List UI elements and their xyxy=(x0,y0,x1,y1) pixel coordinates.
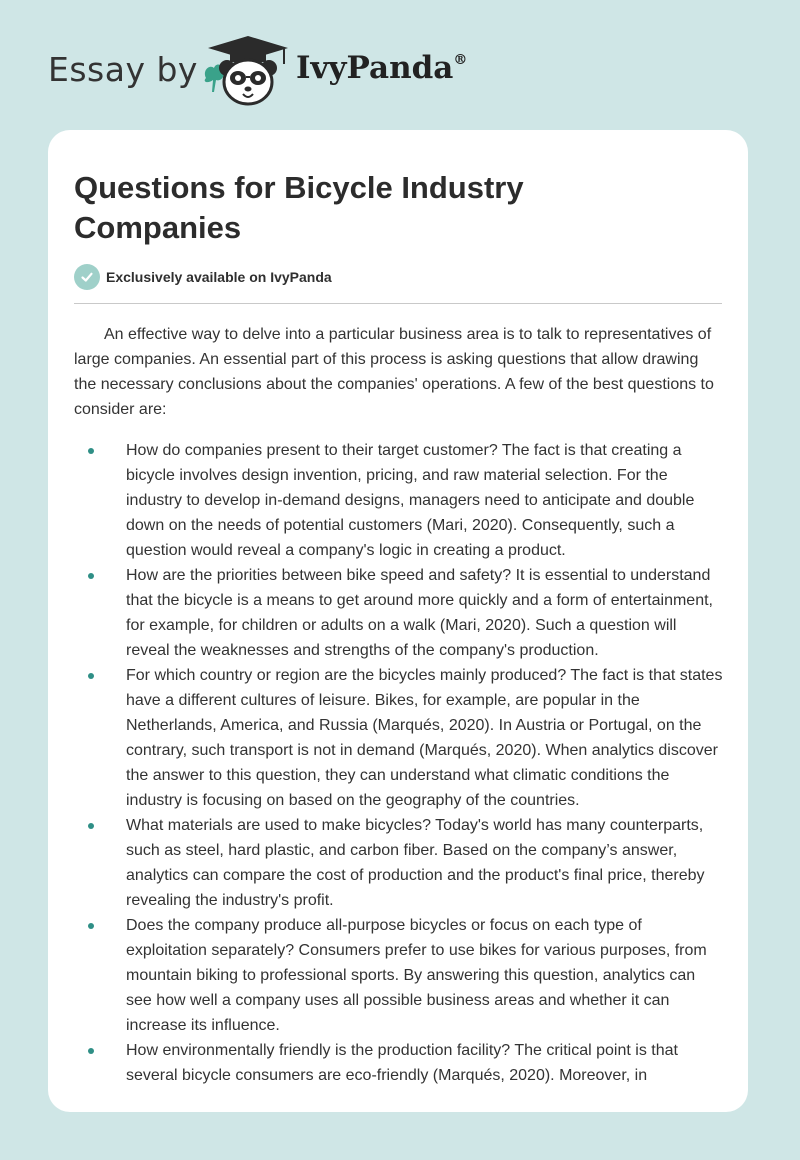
list-item-text: What materials are used to make bicycles? Today's world has many counterparts, such as steel, hard plastic, and carbon fiber. Based on the company’s answer, analytics can compare the cost of production and the product's final price, thereby revealing the industry's profit. xyxy=(126,817,705,909)
list-item-text: How environmentally friendly is the production facility? The critical point is that several bicycle consumers are eco-friendly (Marqués, 2020). Moreover, in xyxy=(126,1042,678,1084)
intro-paragraph: An effective way to delve into a particular business area is to talk to representatives of large companies. An essential part of this process is asking questions that allow drawing the necessary conclusions about the companies' operations. A few of the best questions to consider are: xyxy=(74,326,714,418)
list-item xyxy=(74,813,724,913)
list-item-text: How are the priorities between bike speed and safety? It is essential to understand that the bicycle is a means to get around more quickly and a form of entertainment, for example, for children or adults on a walk (Mari, 2020). Such a question will reveal the weaknesses and strengths of the company's production. xyxy=(126,567,713,659)
list-item xyxy=(74,1038,724,1088)
list-item xyxy=(74,563,724,663)
bullet-dot-icon xyxy=(88,448,94,454)
bullet-dot-icon xyxy=(88,823,94,829)
list-item xyxy=(74,663,724,813)
exclusive-badge xyxy=(74,264,332,290)
essay-by-label: Essay by xyxy=(48,50,198,89)
title-divider xyxy=(74,303,722,304)
list-item-text: For which country or region are the bicycles mainly produced? The fact is that states have a different cultures of leisure. Bikes, for example, are popular in the Netherlands, America, and Russia (Marqués, 2020). In Austria or Portugal, on the contrary, such transport is not in demand (Marqués, 2020). When analytics discover the answer to this question, they can understand what climatic conditions the industry is focusing on based on the geography of the countries. xyxy=(126,667,723,809)
bullet-dot-icon xyxy=(88,1048,94,1054)
site-header xyxy=(0,0,800,130)
list-item-text: How do companies present to their target customer? The fact is that creating a bicycle involves design invention, pricing, and raw material selection. For the industry to develop in-demand designs, managers need to anticipate and double down on the needs of potential customers (Mari, 2020). Consequently, such a question would reveal a company's logic in creating a product. xyxy=(126,442,695,559)
question-list xyxy=(74,438,724,1088)
exclusive-label: Exclusively available on IvyPanda xyxy=(106,269,332,285)
list-item xyxy=(74,438,724,563)
bullet-dot-icon xyxy=(88,673,94,679)
bullet-dot-icon xyxy=(88,573,94,579)
page-title: Questions for Bicycle Industry Companies xyxy=(74,170,524,245)
list-item-text: Does the company produce all-purpose bicycles or focus on each type of exploitation separately? Consumers prefer to use bikes for various purposes, from mountain biking to professional sports. By answering this question, analytics can see how well a company uses all possible business areas and whether it can increase its influence. xyxy=(126,917,707,1034)
brand-name[interactable] xyxy=(296,50,467,86)
essay-card xyxy=(48,130,748,1112)
brand-name-text: IvyPanda xyxy=(296,50,454,86)
registered-mark: ® xyxy=(453,52,468,68)
check-circle-icon xyxy=(74,264,100,290)
panda-logo-icon[interactable] xyxy=(200,34,296,108)
bullet-dot-icon xyxy=(88,923,94,929)
list-item xyxy=(74,913,724,1038)
